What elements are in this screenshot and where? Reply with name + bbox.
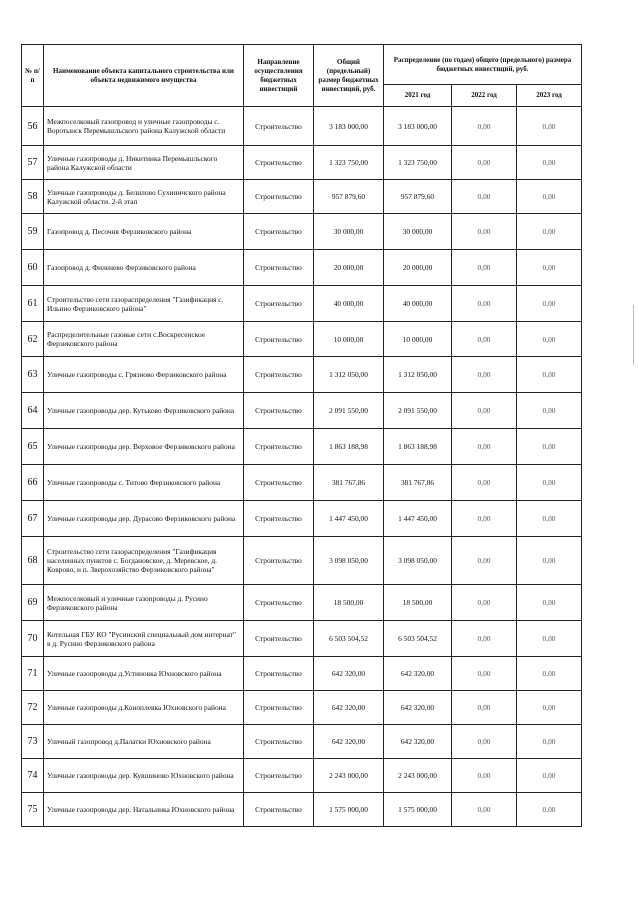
table-row: [22, 429, 582, 465]
investment-direction: Строительство: [244, 107, 314, 146]
investment-direction: Строительство: [244, 465, 314, 501]
object-name: Строительство сети газораспределения "Газификация с. Ильино Ферзиковского района": [44, 286, 244, 322]
amount-2023: 0,00: [517, 537, 582, 585]
amount-2023: 0,00: [517, 621, 582, 657]
total-amount: 1 312 050,00: [314, 357, 384, 393]
scan-edge-mark: [633, 305, 637, 365]
budget-investment-table: [21, 44, 582, 827]
total-amount: 6 503 504,52: [314, 621, 384, 657]
object-name: Межпоселковый газопровод и уличные газопроводы с. Воротынск Перемышльского района Калужской области: [44, 107, 244, 146]
amount-2022: 0,00: [452, 657, 517, 691]
amount-2021: 1 323 750,00: [384, 146, 452, 180]
table-header: [22, 45, 582, 107]
object-name: Уличные газопроводы с. Грязново Ферзиковского района: [44, 357, 244, 393]
amount-2022: 0,00: [452, 725, 517, 759]
amount-2023: 0,00: [517, 146, 582, 180]
total-amount: 1 447 450,00: [314, 501, 384, 537]
row-number: 64: [22, 393, 44, 429]
row-number: 59: [22, 214, 44, 250]
investment-direction: Строительство: [244, 429, 314, 465]
table-row: [22, 725, 582, 759]
amount-2021: 2 243 000,00: [384, 759, 452, 793]
total-amount: 957 879,60: [314, 180, 384, 214]
table-row: [22, 146, 582, 180]
header-direction: Направление осуществления бюджетных инвестиций: [244, 45, 314, 107]
object-name: Межпоселковый и уличные газопроводы д. Русино Ферзиковского района: [44, 585, 244, 621]
total-amount: 1 323 750,00: [314, 146, 384, 180]
total-amount: 642 320,00: [314, 725, 384, 759]
amount-2023: 0,00: [517, 250, 582, 286]
object-name: Уличные газопроводы дер. Дурасово Ферзиковского района: [44, 501, 244, 537]
amount-2022: 0,00: [452, 793, 517, 827]
row-number: 57: [22, 146, 44, 180]
investment-direction: Строительство: [244, 793, 314, 827]
total-amount: 1 575 000,00: [314, 793, 384, 827]
investment-direction: Строительство: [244, 286, 314, 322]
object-name: Газопровод д. Песочня Ферзиковского района: [44, 214, 244, 250]
object-name: Котельная ГБУ КО "Русинский специальный дом интернат" в д. Русино Ферзиковского района: [44, 621, 244, 657]
amount-2021: 18 500,00: [384, 585, 452, 621]
investment-direction: Строительство: [244, 657, 314, 691]
row-number: 73: [22, 725, 44, 759]
amount-2023: 0,00: [517, 214, 582, 250]
total-amount: 3 183 000,00: [314, 107, 384, 146]
total-amount: 20 000,00: [314, 250, 384, 286]
amount-2023: 0,00: [517, 107, 582, 146]
amount-2023: 0,00: [517, 691, 582, 725]
object-name: Уличные газопроводы дер. Верховое Ферзиковского района: [44, 429, 244, 465]
row-number: 61: [22, 286, 44, 322]
amount-2022: 0,00: [452, 146, 517, 180]
amount-2021: 40 000,00: [384, 286, 452, 322]
amount-2022: 0,00: [452, 501, 517, 537]
amount-2021: 6 503 504,52: [384, 621, 452, 657]
object-name: Уличные газопроводы дер. Кувшиново Юхновского района: [44, 759, 244, 793]
header-total: Общий (предельный) размер бюджетных инвестиций, руб.: [314, 45, 384, 107]
investment-direction: Строительство: [244, 322, 314, 357]
amount-2022: 0,00: [452, 107, 517, 146]
table-row: [22, 759, 582, 793]
investment-direction: Строительство: [244, 537, 314, 585]
investment-direction: Строительство: [244, 585, 314, 621]
table-row: [22, 214, 582, 250]
table-body: [22, 107, 582, 827]
amount-2022: 0,00: [452, 322, 517, 357]
investment-direction: Строительство: [244, 393, 314, 429]
header-year-2022: 2022 год: [452, 85, 517, 107]
object-name: Уличные газопроводы дер. Кутьково Ферзиковского района: [44, 393, 244, 429]
object-name: Строительство сети газораспределения "Газификация населенных пунктов с. Богдановское, д. Меревское, д. Коврово, и п. Зверохозяйство Ферзиковского района": [44, 537, 244, 585]
total-amount: 40 000,00: [314, 286, 384, 322]
amount-2023: 0,00: [517, 793, 582, 827]
total-amount: 642 320,00: [314, 657, 384, 691]
total-amount: 2 091 550,00: [314, 393, 384, 429]
total-amount: 30 000,00: [314, 214, 384, 250]
row-number: 56: [22, 107, 44, 146]
investment-direction: Строительство: [244, 725, 314, 759]
row-number: 70: [22, 621, 44, 657]
object-name: Уличные газопроводы д. Белилово Сухиничского района Калужской области. 2-й этап: [44, 180, 244, 214]
amount-2023: 0,00: [517, 429, 582, 465]
header-distribution: Распределение (по годам) общего (предельного) размера бюджетных инвестиций, руб.: [384, 45, 582, 85]
amount-2021: 642 320,00: [384, 725, 452, 759]
table-row: [22, 393, 582, 429]
row-number: 65: [22, 429, 44, 465]
table-row: [22, 180, 582, 214]
table-row: [22, 286, 582, 322]
table-row: [22, 107, 582, 146]
amount-2022: 0,00: [452, 214, 517, 250]
amount-2023: 0,00: [517, 322, 582, 357]
amount-2021: 30 000,00: [384, 214, 452, 250]
total-amount: 2 243 000,00: [314, 759, 384, 793]
amount-2021: 3 183 000,00: [384, 107, 452, 146]
total-amount: 3 098 050,00: [314, 537, 384, 585]
table-row: [22, 465, 582, 501]
investment-direction: Строительство: [244, 180, 314, 214]
amount-2021: 1 447 450,00: [384, 501, 452, 537]
amount-2023: 0,00: [517, 501, 582, 537]
investment-direction: Строительство: [244, 621, 314, 657]
table-row: [22, 793, 582, 827]
object-name: Уличные газопроводы д.Устиновка Юхновского района: [44, 657, 244, 691]
amount-2021: 1 863 188,98: [384, 429, 452, 465]
amount-2023: 0,00: [517, 180, 582, 214]
amount-2022: 0,00: [452, 759, 517, 793]
row-number: 67: [22, 501, 44, 537]
table-row: [22, 585, 582, 621]
amount-2021: 1 312 050,00: [384, 357, 452, 393]
amount-2023: 0,00: [517, 357, 582, 393]
table-row: [22, 501, 582, 537]
total-amount: 18 500,00: [314, 585, 384, 621]
row-number: 68: [22, 537, 44, 585]
amount-2021: 3 098 050,00: [384, 537, 452, 585]
object-name: Уличный газопровод д.Палатки Юхновского района: [44, 725, 244, 759]
row-number: 71: [22, 657, 44, 691]
amount-2021: 10 000,00: [384, 322, 452, 357]
row-number: 60: [22, 250, 44, 286]
row-number: 75: [22, 793, 44, 827]
amount-2022: 0,00: [452, 691, 517, 725]
object-name: Газопровод д. Филенево Ферзиковского района: [44, 250, 244, 286]
amount-2021: 957 879,60: [384, 180, 452, 214]
amount-2022: 0,00: [452, 465, 517, 501]
row-number: 66: [22, 465, 44, 501]
row-number: 69: [22, 585, 44, 621]
investment-direction: Строительство: [244, 146, 314, 180]
investment-direction: Строительство: [244, 357, 314, 393]
object-name: Уличные газопроводы с. Титово Ферзиковского района: [44, 465, 244, 501]
table-row: [22, 691, 582, 725]
header-year-2023: 2023 год: [517, 85, 582, 107]
amount-2021: 642 320,00: [384, 691, 452, 725]
investment-direction: Строительство: [244, 759, 314, 793]
object-name: Распределительные газовые сети с.Воскресенское Ферзиковского района: [44, 322, 244, 357]
amount-2021: 1 575 000,00: [384, 793, 452, 827]
total-amount: 1 863 188,98: [314, 429, 384, 465]
total-amount: 642 320,00: [314, 691, 384, 725]
header-year-2021: 2021 год: [384, 85, 452, 107]
header-num: № п/п: [22, 45, 44, 107]
amount-2023: 0,00: [517, 465, 582, 501]
amount-2021: 20 000,00: [384, 250, 452, 286]
investment-direction: Строительство: [244, 250, 314, 286]
row-number: 74: [22, 759, 44, 793]
amount-2021: 642 320,00: [384, 657, 452, 691]
table-row: [22, 322, 582, 357]
row-number: 62: [22, 322, 44, 357]
amount-2021: 2 091 550,00: [384, 393, 452, 429]
investment-direction: Строительство: [244, 691, 314, 725]
amount-2023: 0,00: [517, 286, 582, 322]
amount-2022: 0,00: [452, 585, 517, 621]
amount-2022: 0,00: [452, 621, 517, 657]
amount-2022: 0,00: [452, 393, 517, 429]
amount-2023: 0,00: [517, 759, 582, 793]
amount-2023: 0,00: [517, 725, 582, 759]
object-name: Уличные газопроводы д.Коноплевка Юхновского района: [44, 691, 244, 725]
amount-2022: 0,00: [452, 357, 517, 393]
amount-2023: 0,00: [517, 585, 582, 621]
amount-2022: 0,00: [452, 429, 517, 465]
amount-2021: 381 767,86: [384, 465, 452, 501]
amount-2023: 0,00: [517, 657, 582, 691]
amount-2022: 0,00: [452, 537, 517, 585]
row-number: 63: [22, 357, 44, 393]
table-row: [22, 357, 582, 393]
amount-2022: 0,00: [452, 286, 517, 322]
amount-2022: 0,00: [452, 180, 517, 214]
investment-direction: Строительство: [244, 214, 314, 250]
row-number: 72: [22, 691, 44, 725]
table-row: [22, 621, 582, 657]
amount-2022: 0,00: [452, 250, 517, 286]
object-name: Уличные газопроводы д. Никитинка Перемышльского района Калужской области: [44, 146, 244, 180]
row-number: 58: [22, 180, 44, 214]
object-name: Уличные газопроводы дер. Натальинка Юхновского района: [44, 793, 244, 827]
total-amount: 381 767,86: [314, 465, 384, 501]
amount-2023: 0,00: [517, 393, 582, 429]
header-name: Наименование объекта капитального строительства или объекта недвижимого имущества: [44, 45, 244, 107]
table-row: [22, 250, 582, 286]
table-row: [22, 657, 582, 691]
total-amount: 10 000,00: [314, 322, 384, 357]
investment-direction: Строительство: [244, 501, 314, 537]
table-row: [22, 537, 582, 585]
